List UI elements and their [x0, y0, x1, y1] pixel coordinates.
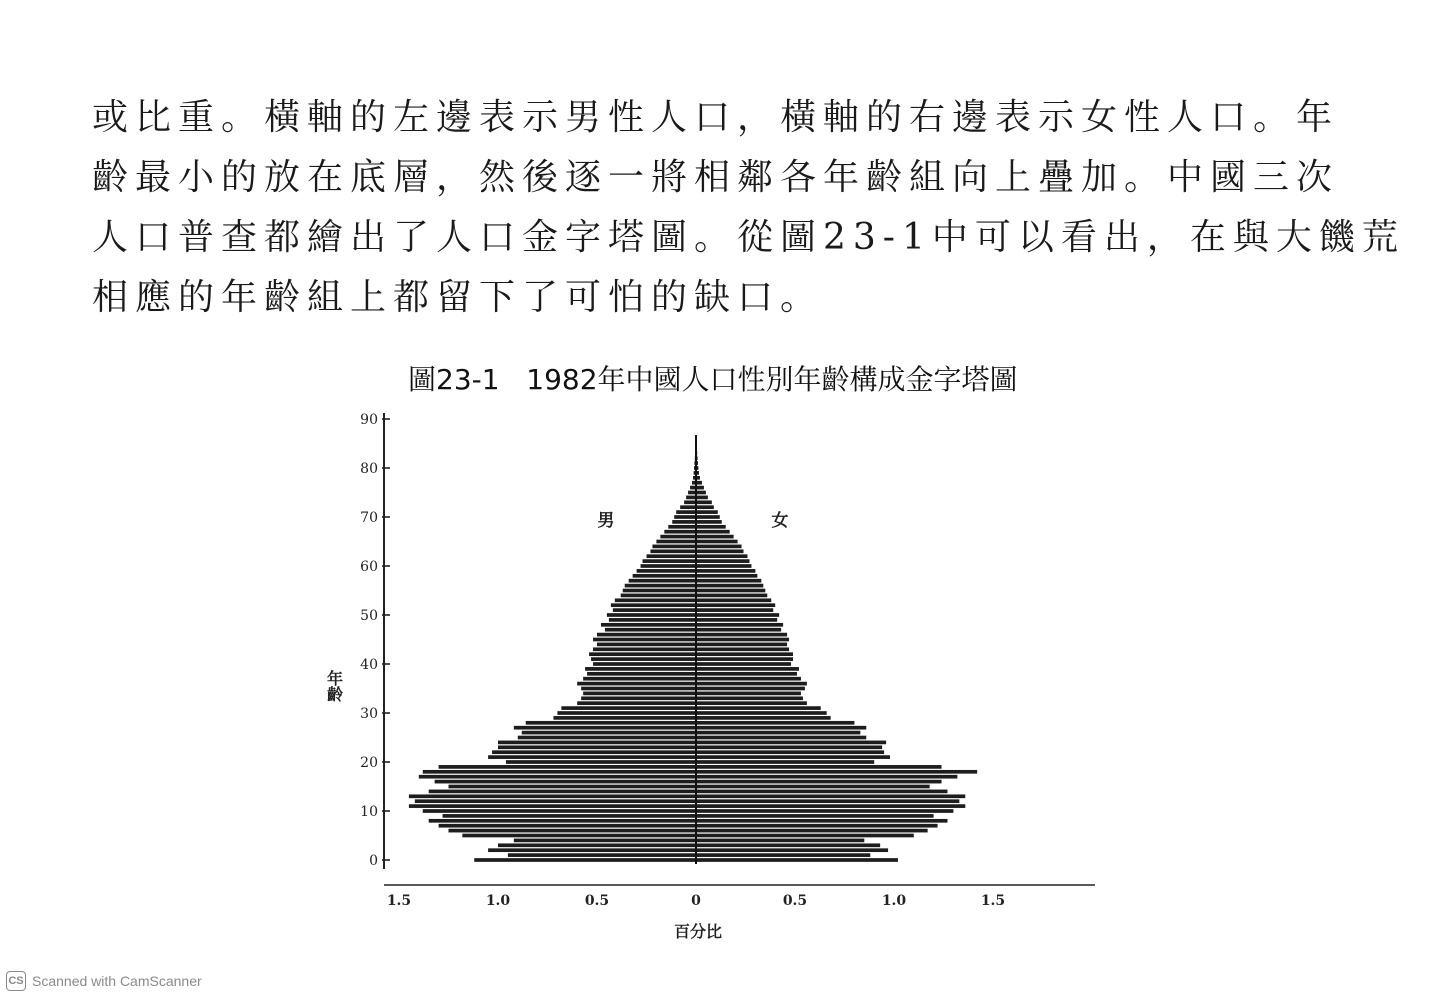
y-tick-label: 90 [360, 412, 378, 428]
figure-title: 圖23-1 1982年中國人口性別年齡構成金字塔圖 [408, 363, 1018, 396]
female-bar [696, 696, 803, 700]
male-bar [419, 775, 696, 779]
male-bar [593, 638, 696, 642]
x-tick-label: 1.0 [881, 893, 907, 909]
male-bar [587, 672, 696, 676]
female-bar [696, 824, 938, 828]
female-bar [696, 750, 884, 754]
female-bar [696, 598, 771, 602]
x-tick-label: 1.0 [485, 893, 511, 909]
female-bar [696, 667, 799, 671]
male-bar [518, 736, 696, 740]
female-bar [696, 765, 942, 769]
female-bar [696, 745, 882, 749]
paragraph-line-3: 人口普查都繪出了人口金字塔圖。從圖23-1中可以看出，在與大饑荒 [92, 217, 1405, 258]
x-tick-label: 0 [691, 893, 701, 909]
paragraph-line-1: 或比重。橫軸的左邊表示男性人口，橫軸的右邊表示女性人口。年 [92, 97, 1340, 138]
paragraph-line-2: 齡最小的放在底層，然後逐一將相鄰各年齡組向上疊加。中國三次 [92, 157, 1340, 198]
male-bar [613, 608, 696, 612]
female-bar [696, 770, 977, 774]
female-bar [696, 662, 791, 666]
female-bar [696, 706, 821, 710]
female-bar [696, 785, 930, 789]
y-tick-label: 80 [360, 461, 378, 477]
female-bar [696, 682, 807, 686]
male-bar [498, 843, 696, 847]
male-bar [623, 589, 696, 593]
x-tick-label: 0.5 [782, 893, 808, 909]
male-bar [443, 814, 696, 818]
female-bar [696, 594, 767, 598]
male-bar [514, 839, 696, 843]
female-bar [696, 657, 793, 661]
female-bar [696, 579, 761, 583]
male-bar [506, 760, 696, 764]
male-bar [591, 657, 696, 661]
y-axis-label: 年齡 [324, 670, 344, 702]
male-bar [429, 819, 696, 823]
x-tick-label: 1.5 [386, 893, 412, 909]
female-bar [696, 721, 854, 725]
female-bar [696, 790, 947, 794]
x-axis-label: 百分比 [673, 922, 723, 941]
male-bar [664, 530, 696, 534]
female-bar [696, 554, 747, 558]
female-bar [696, 525, 726, 529]
female-bar [696, 647, 789, 651]
female-bar [696, 530, 730, 534]
male-bar [429, 790, 696, 794]
male-bar [514, 726, 696, 730]
y-tick-label: 30 [360, 706, 378, 722]
female-bar [696, 500, 712, 504]
male-bar [660, 535, 696, 539]
male-bar [676, 510, 696, 514]
female-bar [696, 638, 789, 642]
male-bar [435, 780, 696, 784]
female-bar [696, 486, 704, 490]
male-bar [607, 613, 696, 617]
male-bar [611, 603, 696, 607]
camscanner-watermark [6, 969, 202, 993]
female-bar [696, 608, 773, 612]
male-bar [492, 750, 696, 754]
y-tick-label: 10 [360, 804, 378, 820]
female-bar [696, 569, 755, 573]
male-bar [597, 633, 696, 637]
male-bar [557, 711, 696, 715]
female-bar [696, 589, 765, 593]
female-bar [696, 540, 738, 544]
female-bar [696, 741, 886, 745]
y-tick-label: 60 [360, 559, 378, 575]
female-bar [696, 799, 959, 803]
y-tick-label: 50 [360, 608, 378, 624]
female-bar [696, 618, 777, 622]
y-tick-label: 70 [360, 510, 378, 526]
female-bar [696, 549, 744, 553]
body-paragraph [92, 88, 1405, 328]
female-bar [696, 843, 880, 847]
population-pyramid-chart [300, 395, 1120, 955]
x-tick-label: 0.5 [584, 893, 610, 909]
male-bar [553, 716, 696, 720]
female-bar [696, 564, 751, 568]
male-bar [652, 545, 696, 549]
male-bar [629, 579, 696, 583]
female-bar [696, 672, 797, 676]
male-bar [583, 677, 696, 681]
male-bar [668, 525, 696, 529]
male-bar [633, 574, 696, 578]
camscanner-logo-icon: CS [6, 971, 26, 991]
male-bar [561, 706, 696, 710]
female-bar [696, 623, 783, 627]
female-bar [696, 535, 734, 539]
female-bar [696, 731, 860, 735]
male-bar [462, 834, 696, 838]
female-bar [696, 584, 763, 588]
male-bar [526, 721, 696, 725]
male-bar [423, 809, 696, 813]
y-tick-label: 0 [369, 853, 378, 869]
male-bar [605, 628, 696, 632]
male-bar [672, 520, 696, 524]
male-bar [686, 496, 696, 500]
female-bar [696, 794, 965, 798]
y-tick-label: 40 [360, 657, 378, 673]
female-bar [696, 701, 807, 705]
female-bar [696, 726, 866, 730]
female-bar [696, 633, 787, 637]
male-bar [641, 564, 696, 568]
female-bar [696, 809, 953, 813]
male-bar [522, 731, 696, 735]
male-bar [625, 584, 696, 588]
female-bar [696, 775, 957, 779]
male-bar [585, 667, 696, 671]
male-bar [674, 515, 696, 519]
male-bar [615, 598, 696, 602]
female-bar [696, 853, 870, 857]
female-bar [696, 643, 787, 647]
female-label: 女 [771, 511, 789, 531]
female-bar [696, 760, 874, 764]
male-bar [439, 824, 696, 828]
female-bar [696, 515, 720, 519]
female-bar [696, 652, 793, 656]
female-bar [696, 804, 965, 808]
female-bar [696, 711, 827, 715]
male-bar [656, 540, 696, 544]
female-bar [696, 687, 805, 691]
male-bar [577, 682, 696, 686]
male-bar [488, 755, 696, 759]
male-bar [593, 647, 696, 651]
male-bar [609, 618, 696, 622]
male-bar [577, 701, 696, 705]
female-bar [696, 496, 708, 500]
y-tick-label: 20 [360, 755, 378, 771]
male-bar [498, 741, 696, 745]
female-bar [696, 736, 866, 740]
male-bar [601, 623, 696, 627]
female-bar [696, 716, 831, 720]
male-label: 男 [597, 511, 615, 531]
male-bar [597, 643, 696, 647]
paragraph-line-4: 相應的年齡組上都留下了可怕的缺口。 [92, 277, 824, 318]
male-bar [637, 569, 696, 573]
male-bar [498, 745, 696, 749]
male-bar [583, 692, 696, 696]
female-bar [696, 829, 928, 833]
male-bar [647, 554, 697, 558]
male-bar [449, 829, 697, 833]
female-bar [696, 819, 947, 823]
female-bar [696, 505, 714, 509]
female-bar [696, 780, 942, 784]
male-bar [508, 853, 696, 857]
female-bar [696, 545, 742, 549]
female-bar [696, 628, 781, 632]
male-bar [415, 799, 696, 803]
male-bar [581, 696, 696, 700]
male-bar [688, 491, 696, 495]
male-bar [439, 765, 696, 769]
female-bar [696, 677, 801, 681]
x-tick-label: 1.5 [980, 893, 1006, 909]
female-bar [696, 834, 914, 838]
female-bar [696, 491, 706, 495]
female-bar [696, 603, 775, 607]
female-bar [696, 510, 718, 514]
male-bar [423, 770, 696, 774]
female-bar [696, 858, 898, 862]
female-bar [696, 839, 864, 843]
male-bar [409, 804, 696, 808]
male-bar [684, 500, 696, 504]
male-bar [593, 662, 696, 666]
female-bar [696, 574, 757, 578]
male-bar [680, 505, 696, 509]
female-bar [696, 692, 801, 696]
female-bar [696, 520, 722, 524]
watermark-text: Scanned with CamScanner [32, 973, 202, 989]
male-bar [581, 687, 696, 691]
male-bar [621, 594, 696, 598]
female-bar [696, 613, 779, 617]
male-bar [488, 848, 696, 852]
male-bar [449, 785, 697, 789]
female-bar [696, 559, 749, 563]
female-bar [696, 814, 934, 818]
male-bar [409, 794, 696, 798]
female-bar [696, 755, 890, 759]
male-bar [643, 559, 696, 563]
male-bar [474, 858, 696, 862]
female-bar [696, 848, 888, 852]
male-bar [650, 549, 696, 553]
male-bar [589, 652, 696, 656]
